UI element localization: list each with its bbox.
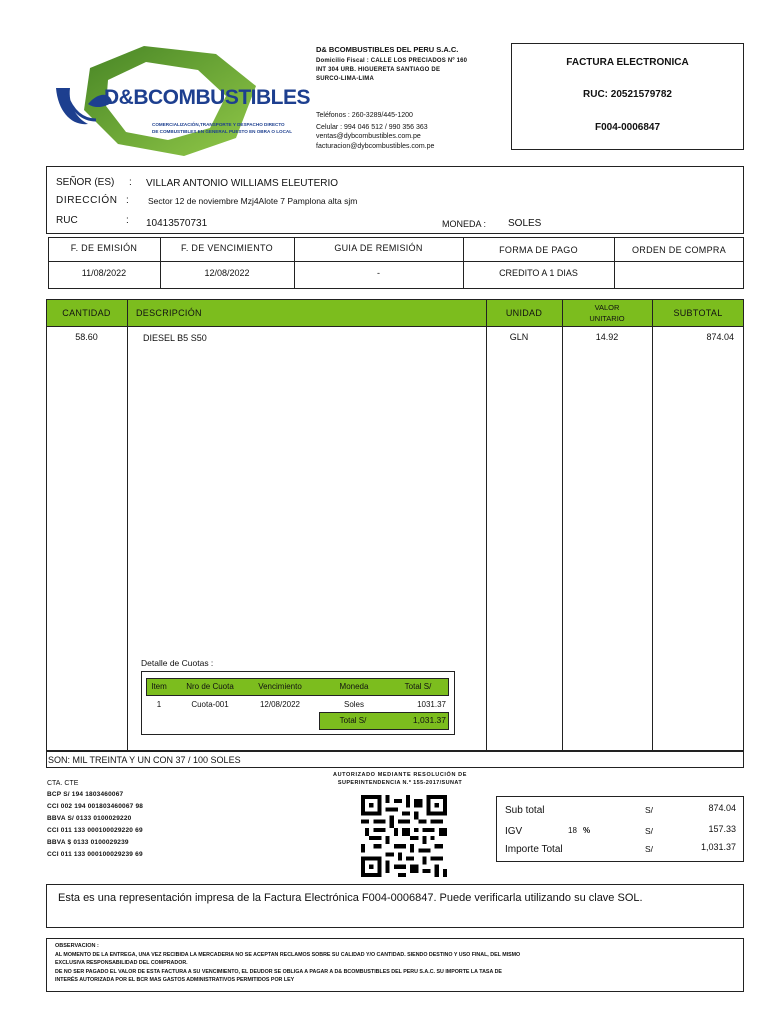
- bank-line-6: CCI 011 133 000100029239 69: [47, 851, 143, 858]
- header-valor: VALOR: [594, 303, 620, 312]
- header-f-emision: F. DE EMISIÓN: [70, 243, 138, 253]
- subtotal-label: Sub total: [505, 805, 545, 816]
- cuotas-row-item: 1: [156, 700, 162, 709]
- row-cantidad: 58.60: [75, 332, 98, 342]
- value-f-vencimiento: 12/08/2022: [204, 268, 250, 278]
- value-guia-remision: -: [377, 268, 380, 278]
- igv-value: 157.33: [708, 824, 736, 834]
- cuotas-header-nro: Nro de Cuota: [186, 682, 234, 691]
- observacion-line-3: DE NO SER PAGADO EL VALOR DE ESTA FACTURA A SU VENCIMIENTO, EL DEUDOR SE OBLIGA A PAGAR A D& BCOMBUSTIBLES DEL PERU S.A.C. SU IMPORTE LA TASA DE: [55, 969, 502, 975]
- ruc-label: RUC: [56, 215, 78, 226]
- header-cantidad: CANTIDAD: [62, 308, 111, 318]
- cuotas-header-item: Item: [151, 682, 167, 691]
- header-forma-pago: FORMA DE PAGO: [499, 245, 578, 255]
- ruc-colon: :: [126, 215, 129, 226]
- value-forma-pago: CREDITO A 1 DIAS: [499, 268, 578, 278]
- cuotas-total-label: Total S/: [339, 716, 367, 725]
- bank-line-5: BBVA $ 0133 0100029239: [47, 839, 129, 846]
- ruc-value: 10413570731: [146, 218, 208, 229]
- bank-line-4: CCI 011 133 000100029220 69: [47, 827, 143, 834]
- representation-text: Esta es una representación impresa de la Factura Electrónica F004-0006847. Puede verificarla utilizando su clave SOL.: [58, 892, 643, 904]
- direccion-colon: :: [126, 195, 129, 206]
- cuotas-row-moneda: Soles: [343, 700, 364, 709]
- senor-label: SEÑOR (ES): [56, 177, 115, 188]
- company-phones: Teléfonos : 260-3289/445-1200: [316, 112, 413, 119]
- header-orden-compra: ORDEN DE COMPRA: [631, 245, 726, 255]
- invoice-ruc: RUC: 20521579782: [583, 89, 672, 100]
- observacion-line-2: EXCLUSIVA RESPONSABILIDAD DEL COMPRADOR.: [55, 960, 188, 966]
- header-subtotal: SUBTOTAL: [673, 308, 723, 318]
- company-name: D& BCOMBUSTIBLES DEL PERU S.A.C.: [316, 45, 459, 54]
- importe-total-label: Importe Total: [505, 844, 563, 855]
- company-cell: Celular : 994 046 512 / 990 356 363: [316, 124, 428, 131]
- subtotal-value: 874.04: [708, 803, 736, 813]
- header-guia-remision: GUIA DE REMISIÓN: [334, 243, 423, 253]
- invoice-id-box: [511, 43, 744, 150]
- bank-line-3: BBVA S/ 0133 0100029220: [47, 815, 132, 822]
- senor-value: VILLAR ANTONIO WILLIAMS ELEUTERIO: [146, 178, 339, 189]
- company-address-3: SURCO-LIMA-LIMA: [316, 76, 374, 82]
- importe-total-value: 1,031.37: [700, 842, 736, 852]
- cuotas-header-vencimiento: Vencimiento: [258, 682, 302, 691]
- logo-tagline-2: DE COMBUSTIBLES EN GENERAL PUESTO EN OBRA O LOCAL: [152, 129, 293, 134]
- logo-tagline-1: COMERCIALIZACIÓN,TRANSPORTE Y DESPACHO DIRECTO: [152, 122, 285, 127]
- value-f-emision: 11/08/2022: [81, 268, 127, 278]
- company-email-2: facturacion@dybcombustibles.com.pe: [316, 143, 435, 150]
- row-unidad: GLN: [509, 332, 529, 342]
- cuotas-header-total: Total S/: [404, 682, 432, 691]
- cuotas-total-value: 1,031.37: [412, 715, 446, 725]
- observacion-title: OBSERVACION :: [55, 943, 99, 949]
- importe-total-currency: S/: [645, 844, 654, 854]
- row-descripcion: DIESEL B5 S50: [143, 333, 207, 343]
- cuotas-row-nro: Cuota-001: [191, 700, 229, 709]
- igv-rate: 18: [568, 826, 577, 835]
- bank-line-0: CTA. CTE: [47, 780, 79, 787]
- senor-colon: :: [129, 177, 132, 188]
- header-descripcion: DESCRIPCIÓN: [136, 308, 202, 318]
- header-f-vencimiento: F. DE VENCIMIENTO: [181, 243, 273, 253]
- direccion-value: Sector 12 de noviembre Mzj4Alote 7 Pamplona alta sjm: [148, 196, 358, 206]
- logo-name: D&BCOMBUSTIBLES: [104, 86, 310, 109]
- amount-in-words: SON: MIL TREINTA Y UN CON 37 / 100 SOLES: [48, 755, 241, 765]
- subtotal-currency: S/: [645, 805, 654, 815]
- bank-line-1: BCP S/ 194 1803460067: [47, 791, 124, 798]
- cuotas-row-total: 1031.37: [417, 700, 446, 709]
- authorization-line-1: AUTORIZADO MEDIANTE RESOLUCIÓN DE: [333, 772, 467, 778]
- moneda-label: MONEDA :: [442, 219, 487, 229]
- igv-label: IGV: [505, 826, 523, 837]
- observacion-line-1: AL MOMENTO DE LA ENTREGA, UNA VEZ RECIBIDA LA MERCADERIA NO SE ACEPTAN RECLAMOS SOBRE SU CALIDAD Y/O CANTIDAD. SIENDO DESTINO Y USO FINAL, DEL MISMO: [55, 952, 521, 958]
- observacion-line-4: INTERÉS AUTORIZADA POR EL BCR MAS GASTOS ADMINISTRATIVOS PERMITIDOS POR LEY: [55, 977, 295, 983]
- igv-currency: S/: [645, 826, 654, 836]
- company-email-1: ventas@dybcombustibles.com.pe: [316, 133, 421, 140]
- igv-percent: %: [583, 826, 591, 835]
- invoice-type: FACTURA ELECTRONICA: [566, 57, 689, 68]
- qr-code-icon: [361, 795, 447, 877]
- row-valor-unitario: 14.92: [595, 332, 619, 342]
- authorization-line-2: SUPERINTENDENCIA N.º 155-2017/SUNAT: [337, 780, 463, 786]
- direccion-label: DIRECCIÓN: [56, 195, 118, 206]
- company-address-1: Domicilio Fiscal : CALLE LOS PRECIADOS Nº 160: [316, 58, 468, 64]
- cuotas-row-vencimiento: 12/08/2022: [259, 700, 301, 709]
- moneda-value: SOLES: [508, 218, 542, 229]
- cuotas-header-moneda: Moneda: [339, 682, 369, 691]
- row-subtotal: 874.04: [706, 332, 734, 342]
- company-address-2: INT 304 URB. HIGUERETA SANTIAGO DE: [316, 67, 441, 73]
- header-unidad: UNIDAD: [505, 308, 543, 318]
- bank-line-2: CCI 002 194 001803460067 98: [47, 803, 144, 810]
- invoice-number: F004-0006847: [594, 122, 661, 133]
- cuotas-title: Detalle de Cuotas :: [141, 658, 214, 668]
- header-unitario: UNITARIO: [589, 314, 625, 323]
